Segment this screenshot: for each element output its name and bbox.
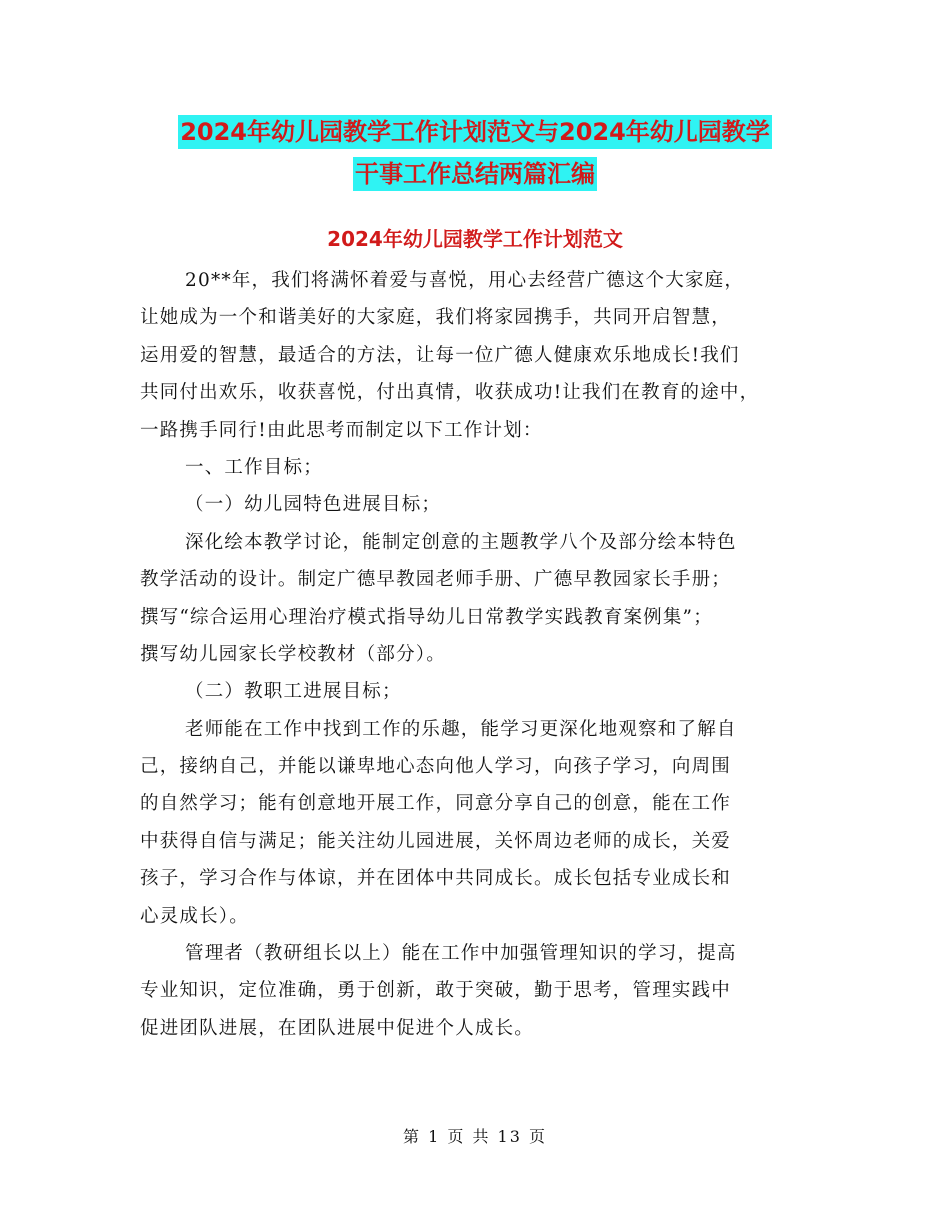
paragraph-line: 管理者（教研组长以上）能在工作中加强管理知识的学习，提高: [185, 943, 737, 965]
paragraph-line: 20**年，我们将满怀着爱与喜悦，用心去经营广德这个大家庭，: [185, 270, 745, 291]
paragraph-line: 己，接纳自己，并能以谦卑地心态向他人学习，向孩子学习，向周围: [140, 756, 732, 778]
paragraph-line: 撰写“综合运用心理治疗模式指导幼儿日常教学实践教育案例集”；: [140, 606, 713, 628]
paragraph-line: 孩子，学习合作与体谅，并在团体中共同成长。成长包括专业成长和: [140, 868, 732, 890]
main-title-line-1: [0, 108, 950, 156]
main-title-highlight-1: 2024年幼儿园教学工作计划范文与2024年幼儿园教学: [178, 115, 772, 149]
paragraph-line: 中获得自信与满足；能关注幼儿园进展，关怀周边老师的成长，关爱: [140, 830, 732, 852]
section-title: 2024年幼儿园教学工作计划范文: [327, 227, 623, 251]
heading-line: 一、工作目标；: [185, 456, 323, 478]
paragraph-line: 运用爱的智慧，最适合的方法，让每一位广德人健康欢乐地成长!我们: [140, 344, 740, 366]
paragraph-line: 撰写幼儿园家长学校教材（部分）。: [140, 643, 446, 665]
paragraph-line: 让她成为一个和谐美好的大家庭，我们将家园携手，共同开启智慧，: [140, 307, 732, 329]
subheading-line: （二）教职工进展目标；: [185, 681, 402, 703]
main-title-highlight-2: 干事工作总结两篇汇编: [353, 157, 597, 191]
body-text: [140, 262, 810, 1047]
paragraph-line: 的自然学习；能有创意地开展工作，同意分享自己的创意，能在工作: [140, 793, 732, 815]
page-footer: 第 1 页 共 13 页: [403, 1127, 547, 1146]
paragraph-line: 一路携手同行!由此思考而制定以下工作计划：: [140, 419, 543, 441]
paragraph-line: 专业知识，定位准确，勇于创新，敢于突破，勤于思考，管理实践中: [140, 980, 732, 1002]
paragraph-line: 促进团队进展，在团队进展中促进个人成长。: [140, 1017, 535, 1039]
main-title-line-2: [0, 150, 950, 198]
paragraph-line: 教学活动的设计。制定广德早教园老师手册、广德早教园家长手册；: [140, 569, 732, 591]
subheading-line: （一）幼儿园特色进展目标；: [185, 494, 442, 516]
paragraph-line: 心灵成长）。: [140, 905, 249, 927]
paragraph-line: 老师能在工作中找到工作的乐趣，能学习更深化地观察和了解自: [185, 718, 737, 740]
paragraph-line: 共同付出欢乐，收获喜悦，付出真情，收获成功!让我们在教育的途中，: [140, 382, 760, 404]
paragraph-line: 深化绘本教学讨论，能制定创意的主题教学八个及部分绘本特色: [185, 531, 737, 553]
